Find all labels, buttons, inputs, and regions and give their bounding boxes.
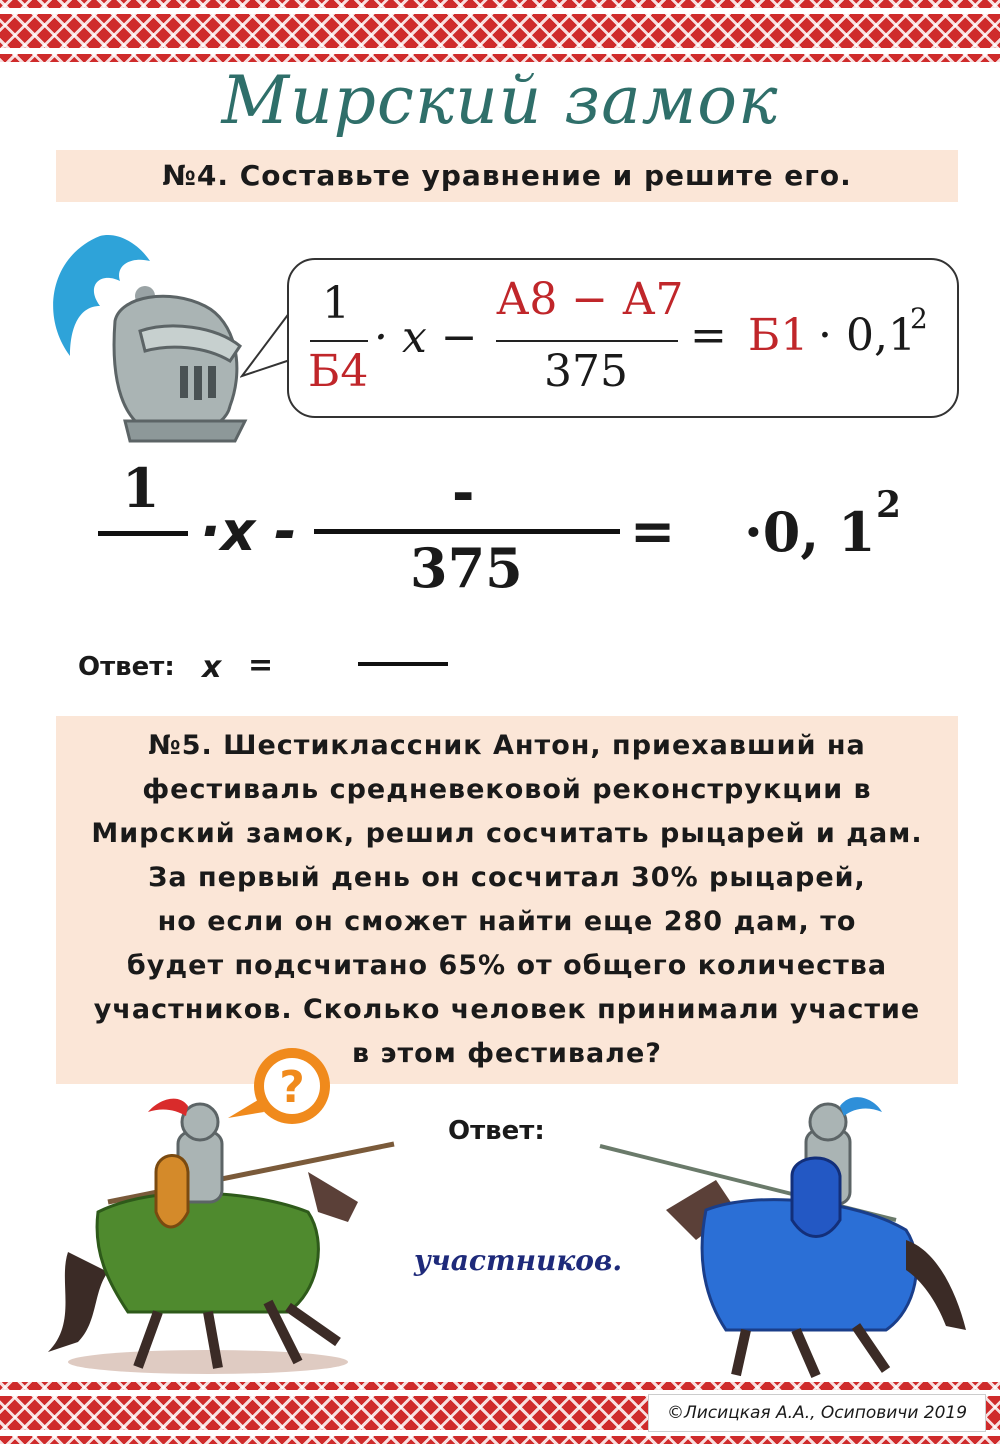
top-ornament-border — [0, 0, 1000, 62]
equation-numerator-1: 1 — [122, 456, 160, 520]
equation-denominator-2: 375 — [410, 536, 523, 600]
page-title: Мирский замок — [221, 62, 779, 139]
bubble-numerator-2: А8 − А7 — [496, 274, 684, 325]
bubble-mult-x: · x − — [374, 312, 478, 363]
equation-fraction-bar-2 — [314, 529, 620, 534]
task5-line: Мирский замок, решил сосчитать рыцарей и дам. — [91, 818, 923, 849]
bubble-fraction-bar-1 — [310, 340, 368, 342]
task4-answer-equals: = — [248, 648, 274, 683]
bubble-fraction-bar-2 — [496, 340, 678, 342]
speech-bubble-tail — [240, 310, 292, 390]
copyright-notice: ©Лисицкая А.А., Осиповичи 2019 — [648, 1394, 986, 1432]
bubble-denominator-2: 375 — [544, 346, 628, 397]
equation-mult-x: ·x - — [200, 500, 297, 563]
bubble-exponent: 2 — [910, 302, 928, 335]
bubble-denominator-1: Б4 — [308, 346, 369, 397]
equation-exponent: 2 — [876, 484, 902, 526]
equation-rhs: ·0, 1 — [744, 500, 876, 564]
task5-answer-suffix: участников. — [414, 1244, 623, 1277]
equation-equals: = — [630, 500, 676, 563]
task5-line: в этом фестивале? — [352, 1038, 662, 1069]
task5-line: фестиваль средневековой реконструкции в — [142, 774, 872, 805]
task5-text — [60, 724, 954, 1076]
green-knight-horse-icon — [38, 1092, 398, 1378]
task5-line: За первый день он сосчитал 30% рыцарей, — [148, 862, 866, 893]
task5-line: №5. Шестиклассник Антон, приехавший на — [148, 730, 866, 761]
task5-line: участников. Сколько человек принимали участие — [93, 994, 921, 1025]
ornament-stripe — [0, 8, 1000, 14]
equation-numerator-2: - — [452, 462, 475, 525]
task4-answer-variable: x — [202, 650, 222, 685]
task5-line: будет подсчитано 65% от общего количества — [126, 950, 888, 981]
blue-knight-horse-icon — [596, 1090, 980, 1380]
bubble-rhs-value: · 0,1 — [818, 310, 916, 361]
ornament-stripe — [0, 48, 1000, 54]
task5-answer-label: Ответ: — [448, 1116, 545, 1146]
task5-line: но если он сможет найти еще 280 дам, то — [157, 906, 857, 937]
bubble-numerator-1: 1 — [322, 278, 350, 329]
knight-helmet-icon — [30, 226, 260, 456]
question-mark-glyph: ? — [279, 1062, 305, 1113]
bubble-equals: = — [690, 310, 727, 361]
task4-answer-label: Ответ: — [78, 652, 175, 682]
bubble-rhs-variable: Б1 — [748, 310, 809, 361]
task4-header: №4. Составьте уравнение и решите его. — [56, 150, 958, 202]
equation-fraction-bar-1 — [98, 531, 188, 536]
answer-fraction-bar — [358, 662, 448, 666]
